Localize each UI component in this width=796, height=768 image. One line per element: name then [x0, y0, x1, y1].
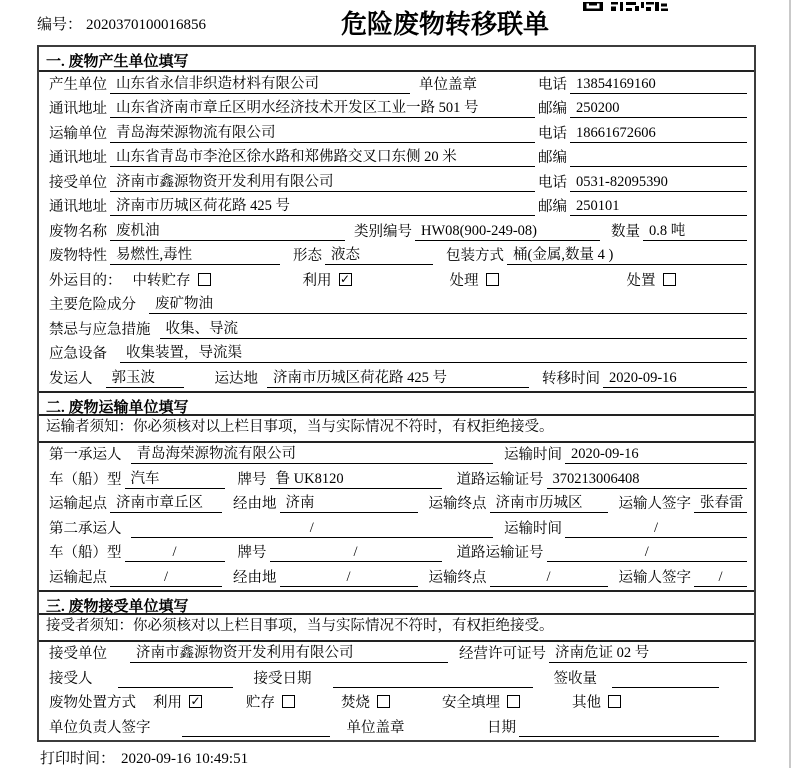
route-row-1 — [39, 492, 754, 517]
zip-label: 邮编 — [538, 199, 567, 215]
disposal-option-utilize — [153, 691, 202, 712]
transport-time-label: 运输时间 — [504, 447, 562, 463]
producer-phone-value: 13854169160 — [570, 76, 747, 94]
terminus-label: 运输终点 — [428, 496, 487, 512]
shipper-row — [39, 366, 754, 391]
shipper-label: 发运人 — [49, 370, 93, 387]
road-permit-value-2: / — [547, 544, 748, 562]
destination-label: 运达地 — [214, 370, 258, 387]
waste-name-row — [39, 219, 754, 244]
purpose-option-utilize — [303, 269, 352, 290]
serial-label: 编号： — [37, 17, 83, 33]
address-label: 通讯地址 — [49, 150, 107, 166]
amount-value — [612, 687, 719, 688]
notice-label: 运输者须知： — [46, 418, 133, 435]
checkbox — [608, 695, 621, 708]
destination-value: 济南市历城区荷花路 425 号 — [267, 366, 529, 388]
transporter-label: 运输单位 — [49, 125, 107, 142]
notice-text: 你必须核对以上栏目事项，当与实际情况不符时，有权拒绝接受。 — [133, 418, 554, 435]
terminus-label: 运输终点 — [428, 569, 487, 586]
hazard-value: 废矿物油 — [149, 292, 747, 314]
date-label: 日期 — [487, 719, 516, 736]
road-permit-value: 370213006408 — [547, 471, 748, 489]
via-value: 济南 — [280, 491, 418, 513]
receiver-address-value: 济南市历城区荷花路 425 号 — [110, 194, 535, 216]
transfer-form-table — [37, 45, 756, 742]
print-time-label: 打印时间： — [40, 751, 116, 767]
receiver-row — [39, 170, 754, 195]
emergency-measures-row — [39, 317, 754, 342]
packaging-label: 包装方式 — [446, 248, 504, 264]
carrier-sign-value-2: / — [694, 569, 747, 587]
print-time-value: 2020-09-16 10:49:51 — [121, 751, 249, 767]
qr-code-fragment — [583, 0, 668, 17]
form-label: 形态 — [293, 248, 322, 264]
vehicle-row-1 — [39, 467, 754, 492]
transfer-time-label: 转移时间 — [542, 370, 600, 387]
transfer-time-value: 2020-09-16 — [603, 370, 747, 388]
print-time-line — [40, 747, 248, 768]
receiver-zip-value: 250101 — [570, 198, 747, 216]
address-label: 通讯地址 — [49, 199, 107, 215]
receiver-notice-row — [39, 615, 754, 642]
serial-number: 2020370100016856 — [86, 17, 207, 33]
producer-value: 山东省永信非织造材料有限公司 — [110, 72, 410, 94]
vehicle-type-value-2: / — [125, 544, 225, 562]
transporter-row — [39, 121, 754, 146]
second-carrier-row — [39, 516, 754, 541]
section2-title: 二. 废物运输单位填写 — [39, 391, 754, 416]
disposal-option-other — [572, 691, 621, 712]
first-carrier-value: 青岛海荣源物流有限公司 — [131, 442, 494, 464]
waste-name-value: 废机油 — [110, 219, 345, 241]
accept-date-value — [333, 687, 533, 688]
producer-address-row — [39, 97, 754, 122]
road-permit-label: 道路运输证号 — [456, 545, 544, 561]
section3-title: 三. 废物接受单位填写 — [39, 590, 754, 615]
phone-label: 电话 — [538, 174, 567, 191]
producer-zip-value: 250200 — [570, 100, 747, 118]
second-carrier-label: 第二承运人 — [49, 520, 122, 537]
option-label: 利用 — [302, 272, 332, 289]
manager-sign-label: 单位负责人签字 — [49, 719, 151, 736]
origin-value-2: / — [110, 569, 222, 587]
option-label: 处理 — [449, 272, 479, 289]
transport-time-value: 2020-09-16 — [565, 446, 747, 464]
transfer-purpose-row — [39, 268, 754, 293]
unit-seal-label: 单位盖章 — [419, 76, 477, 93]
carrier-sign-label: 运输人签字 — [618, 569, 691, 586]
checkbox: ✓ — [339, 271, 351, 286]
recipient-label: 接受人 — [49, 670, 93, 687]
address-label: 通讯地址 — [49, 101, 107, 117]
producer-row — [39, 72, 754, 97]
vehicle-type-value: 汽车 — [125, 467, 225, 489]
receiver-value: 济南市鑫源物资开发利用有限公司 — [110, 170, 535, 192]
serial-number-line — [37, 13, 206, 34]
date-value — [519, 736, 719, 737]
waste-characteristics-row — [39, 244, 754, 269]
terminus-value-2: / — [490, 569, 608, 587]
second-carrier-value: / — [131, 520, 494, 538]
checkbox: ✓ — [190, 694, 201, 708]
origin-label: 运输起点 — [49, 569, 107, 586]
accepting-unit-row — [39, 642, 754, 667]
receiver-label: 接受单位 — [49, 174, 107, 191]
carrier-sign-label: 运输人签字 — [618, 496, 691, 512]
purpose-option-transfer-storage — [133, 269, 211, 290]
disposal-method-row — [39, 691, 754, 716]
packaging-value: 桶(金属,数量 4 ) — [507, 243, 747, 265]
taboo-label: 禁忌与应急措施 — [49, 321, 151, 338]
zip-label: 邮编 — [538, 150, 567, 166]
checkbox — [282, 695, 295, 708]
page-edge-line — [789, 0, 791, 768]
accept-date-label: 接受日期 — [253, 670, 312, 687]
checkbox — [486, 273, 499, 286]
route-row-2 — [39, 565, 754, 590]
equipment-label: 应急设备 — [49, 346, 107, 362]
carrier-sign-value: 张春雷 — [694, 491, 747, 513]
recipient-value — [118, 687, 233, 688]
category-label: 类别编号 — [354, 223, 412, 240]
transport-time-value-2: / — [565, 520, 747, 538]
first-carrier-label: 第一承运人 — [49, 447, 122, 463]
option-label: 贮存 — [246, 695, 275, 711]
accepting-unit-label: 接受单位 — [49, 646, 107, 662]
manager-sign-value — [182, 736, 330, 737]
disposal-option-incinerate — [341, 691, 390, 712]
via-value-2: / — [280, 569, 418, 587]
purpose-option-dispose — [627, 269, 676, 290]
plate-value: 鲁 UK8120 — [270, 467, 442, 489]
taboo-value: 收集、导流 — [160, 317, 748, 339]
option-label: 安全填埋 — [442, 695, 500, 711]
manager-signature-row — [39, 715, 754, 740]
transporter-zip-value — [570, 166, 747, 167]
vehicle-type-label: 车（船）型 — [49, 471, 122, 488]
waste-name-label: 废物名称 — [49, 223, 107, 240]
option-label: 中转贮存 — [132, 272, 191, 289]
producer-label: 产生单位 — [49, 76, 107, 93]
producer-address-value: 山东省济南市章丘区明水经济技术开发区工业一路 501 号 — [110, 96, 535, 118]
transport-time-label: 运输时间 — [504, 520, 562, 537]
hazard-components-row — [39, 293, 754, 318]
disposal-option-storage — [246, 691, 295, 712]
hazard-label: 主要危险成分 — [49, 297, 136, 313]
unit-seal-label: 单位盖章 — [346, 719, 405, 736]
amount-label: 签收量 — [553, 670, 597, 687]
notice-label: 接受者须知： — [46, 617, 133, 634]
phone-label: 电话 — [538, 125, 567, 142]
characteristics-value: 易燃性,毒性 — [110, 243, 280, 265]
transporter-phone-value: 18661672606 — [570, 125, 747, 143]
option-label: 其他 — [572, 695, 601, 711]
option-label: 焚烧 — [341, 695, 370, 711]
checkbox — [377, 695, 390, 708]
category-value: HW08(900-249-08) — [415, 223, 600, 241]
receiver-address-row — [39, 195, 754, 220]
disposal-option-landfill — [442, 691, 520, 712]
accepting-unit-value: 济南市鑫源物资开发利用有限公司 — [130, 641, 448, 663]
via-label: 经由地 — [233, 496, 277, 512]
page-title: 危险废物转移联单 — [340, 10, 550, 39]
shipper-value: 郭玉波 — [106, 366, 184, 388]
option-label: 利用 — [153, 695, 182, 711]
receiver-phone-value: 0531-82095390 — [570, 174, 747, 192]
quantity-label: 数量 — [611, 223, 640, 240]
transporter-address-value: 山东省青岛市李沧区徐水路和郑佛路交叉口东侧 20 米 — [110, 145, 535, 167]
vehicle-row-2 — [39, 541, 754, 566]
via-label: 经由地 — [233, 569, 277, 586]
plate-label: 牌号 — [237, 545, 267, 561]
plate-value-2: / — [270, 544, 442, 562]
recipient-row — [39, 666, 754, 691]
purpose-label: 外运目的： — [49, 272, 122, 289]
equipment-value: 收集装置，导流渠 — [120, 341, 747, 363]
characteristics-label: 废物特性 — [49, 248, 107, 264]
phone-label: 电话 — [538, 76, 567, 93]
vehicle-type-label: 车（船）型 — [49, 545, 122, 561]
road-permit-label: 道路运输证号 — [456, 471, 544, 488]
origin-label: 运输起点 — [49, 496, 107, 512]
permit-label: 经营许可证号 — [459, 646, 546, 662]
checkbox — [507, 695, 520, 708]
transporter-notice-row — [39, 416, 754, 443]
origin-value: 济南市章丘区 — [110, 491, 222, 513]
plate-label: 牌号 — [237, 471, 267, 488]
emergency-equipment-row — [39, 342, 754, 367]
transporter-address-row — [39, 146, 754, 171]
section1-title: 一. 废物产生单位填写 — [39, 47, 754, 72]
notice-text: 你必须核对以上栏目事项，当与实际情况不符时，有权拒绝接受。 — [133, 617, 554, 634]
checkbox — [663, 273, 676, 286]
terminus-value: 济南市历城区 — [490, 491, 608, 513]
quantity-value: 0.8 吨 — [643, 219, 747, 241]
form-value: 液态 — [325, 243, 433, 265]
permit-value: 济南危证 02 号 — [549, 641, 747, 663]
purpose-option-treat — [450, 269, 499, 290]
transporter-value: 青岛海荣源物流有限公司 — [110, 121, 535, 143]
option-label: 处置 — [626, 272, 656, 289]
first-carrier-row — [39, 443, 754, 468]
disposal-label: 废物处置方式 — [49, 695, 136, 711]
zip-label: 邮编 — [538, 101, 567, 117]
checkbox — [198, 273, 211, 286]
